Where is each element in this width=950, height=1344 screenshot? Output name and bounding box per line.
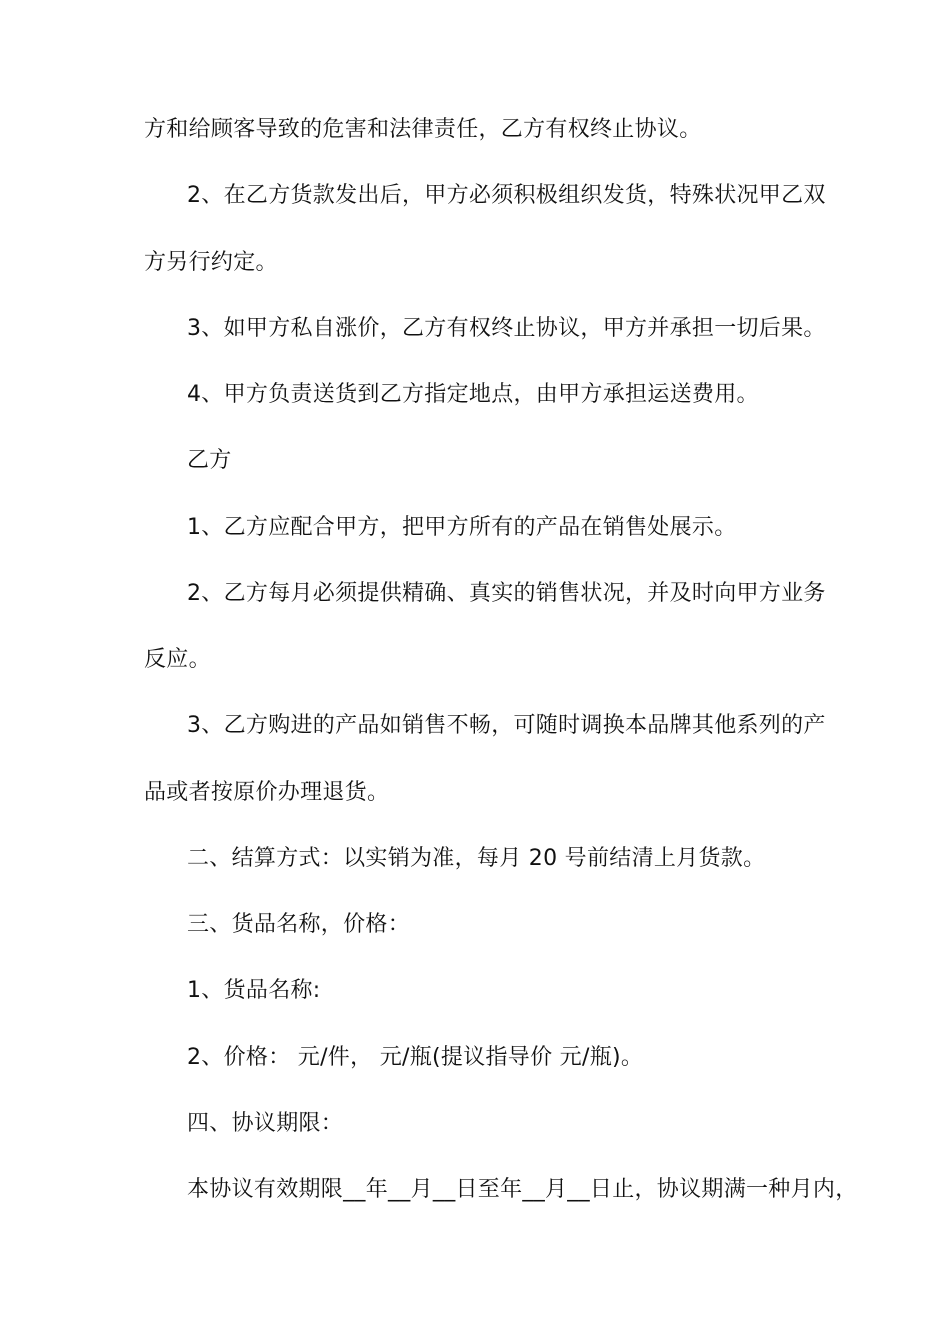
paragraph-line: 反应。 [144, 647, 211, 672]
paragraph-line: 1、货品名称: [187, 978, 321, 1003]
section-heading: 二、结算方式：以实销为准，每月 20 号前结清上月货款。 [187, 846, 766, 871]
section-heading: 三、货品名称，价格： [187, 912, 411, 937]
paragraph-line: 方和给顾客导致的危害和法律责任，乙方有权终止协议。 [144, 117, 702, 142]
paragraph-line: 方另行约定。 [144, 250, 278, 275]
paragraph-line: 2、价格： 元/件， 元/瓶(提议指导价 元/瓶)。 [187, 1045, 644, 1070]
paragraph-line: 3、乙方购进的产品如销售不畅，可随时调换本品牌其他系列的产 [187, 713, 826, 738]
paragraph-line: 本协议有效期限__年__月__日至年__月__日止，协议期满一种月内， [187, 1177, 858, 1202]
paragraph-line: 3、如甲方私自涨价，乙方有权终止协议，甲方并承担一切后果。 [187, 316, 826, 341]
paragraph-line: 2、乙方每月必须提供精确、真实的销售状况，并及时向甲方业务 [187, 581, 826, 606]
paragraph-line: 品或者按原价办理退货。 [144, 780, 390, 805]
section-heading: 四、协议期限： [187, 1111, 344, 1136]
paragraph-line: 2、在乙方货款发出后，甲方必须积极组织发货，特殊状况甲乙双 [187, 183, 826, 208]
paragraph-line: 1、乙方应配合甲方，把甲方所有的产品在销售处展示。 [187, 515, 737, 540]
section-heading: 乙方 [187, 448, 232, 473]
paragraph-line: 4、甲方负责送货到乙方指定地点，由甲方承担运送费用。 [187, 382, 759, 407]
